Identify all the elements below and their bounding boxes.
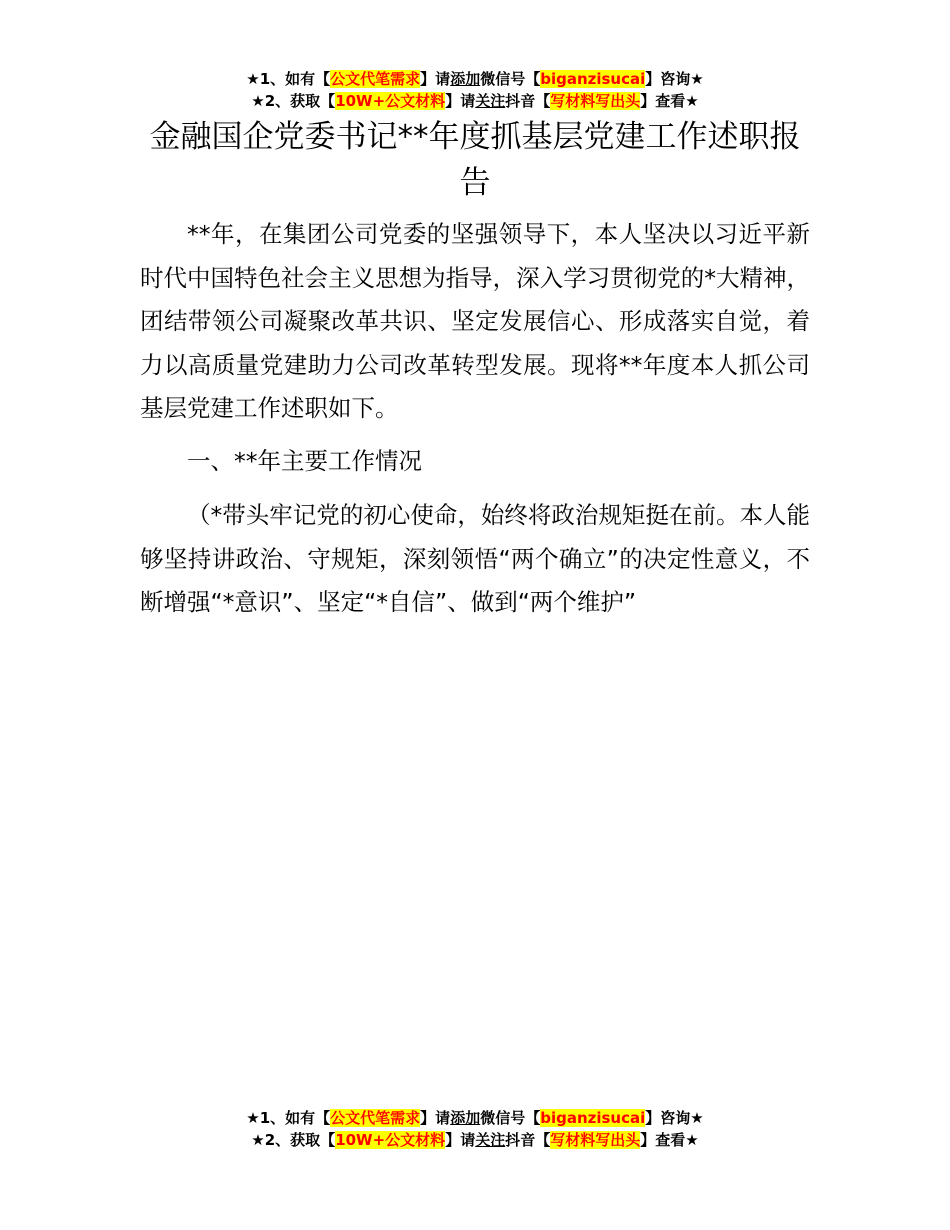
paragraph-intro: **年，在集团公司党委的坚强领导下，本人坚决以习近平新时代中国特色社会主义思想为指导，深入学习贯彻党的*大精神，团结带领公司凝聚改革共识、坚定发展信心、形成落实自觉，着力以高质量党建助力公司改革转型发展。现将**年度本人抓公司基层党建工作述职如下。: [140, 220, 810, 422]
banner-line-2: ★2、获取【10W+公文材料】请关注抖音【写材料写出头】查看★: [251, 1131, 699, 1149]
banner-highlight: 写材料写出头: [550, 92, 641, 110]
banner-highlight: 10W+公文材料: [335, 1131, 446, 1149]
banner-highlight: 写材料写出头: [550, 1131, 641, 1149]
footer-banner: [0, 1107, 950, 1151]
paragraph-body: （*带头牢记党的初心使命，始终将政治规矩挺在前。本人能够坚持讲政治、守规矩，深刻领悟“两个确立”的决定性意义，不断增强“*意识”、坚定“*自信”、做到“两个维护”: [140, 501, 810, 616]
header-banner: [0, 68, 950, 112]
banner-highlight: 公文代笔需求: [330, 1109, 421, 1127]
banner-line-2: ★2、获取【10W+公文材料】请关注抖音【写材料写出头】查看★: [251, 92, 699, 110]
section-heading: 一、**年主要工作情况: [187, 447, 422, 475]
banner-line-1: ★1、如有【公文代笔需求】请添加微信号【biganzisucai】咨询★: [246, 1109, 704, 1127]
banner-highlight: biganzisucai: [540, 1109, 646, 1127]
document-title: 金融国企党委书记**年度抓基层党建工作述职报告: [149, 119, 801, 201]
banner-highlight: biganzisucai: [540, 70, 646, 88]
banner-highlight: 公文代笔需求: [330, 70, 421, 88]
banner-highlight: 10W+公文材料: [335, 92, 446, 110]
banner-line-1: ★1、如有【公文代笔需求】请添加微信号【biganzisucai】咨询★: [246, 70, 704, 88]
